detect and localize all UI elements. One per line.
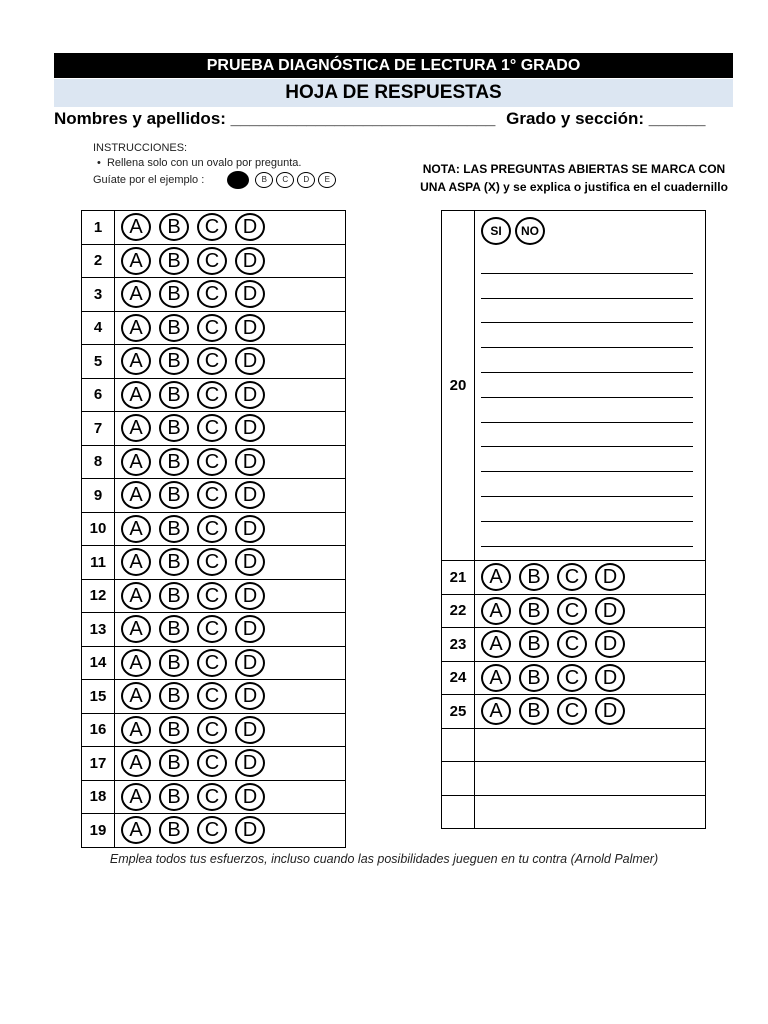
question-row (82, 378, 346, 412)
question-number: 2 (82, 244, 115, 278)
answer-bubble[interactable]: C (197, 548, 227, 576)
answer-bubble[interactable]: A (121, 582, 151, 610)
answer-options (115, 747, 346, 781)
answer-bubble[interactable]: C (197, 816, 227, 844)
answer-bubble[interactable]: D (235, 582, 265, 610)
answer-bubble[interactable]: C (197, 314, 227, 342)
instructions-heading: INSTRUCCIONES: (93, 142, 188, 154)
sheet-title: PRUEBA DIAGNÓSTICA DE LECTURA 1° GRADO (54, 53, 733, 78)
writing-line[interactable] (481, 447, 693, 472)
answer-bubble[interactable]: A (121, 515, 151, 543)
answer-bubble[interactable]: C (197, 280, 227, 308)
example-bubble: D (297, 172, 315, 188)
answer-bubble[interactable]: A (121, 649, 151, 677)
open-answer-cell (475, 211, 706, 561)
answer-bubble[interactable]: A (121, 816, 151, 844)
answer-options (115, 445, 346, 479)
question-row (82, 546, 346, 580)
answer-options (115, 244, 346, 278)
answer-options (115, 814, 346, 848)
question-number: 8 (82, 445, 115, 479)
answer-bubble[interactable]: B (159, 481, 189, 509)
answer-options (115, 713, 346, 747)
writing-line[interactable] (481, 323, 693, 348)
answer-bubble[interactable]: C (197, 414, 227, 442)
question-number: 9 (82, 479, 115, 513)
answer-bubble[interactable]: A (121, 716, 151, 744)
answer-bubble[interactable]: C (197, 213, 227, 241)
example-bubble: C (276, 172, 294, 188)
writing-line[interactable] (481, 373, 693, 398)
question-row (82, 211, 346, 245)
empty-row (442, 728, 706, 762)
answer-bubble[interactable]: B (159, 582, 189, 610)
question-row (82, 512, 346, 546)
answer-bubble[interactable]: B (159, 783, 189, 811)
answer-options (475, 628, 706, 662)
answer-bubble[interactable]: C (197, 448, 227, 476)
question-number: 14 (82, 646, 115, 680)
question-number: 17 (82, 747, 115, 781)
question-number: 18 (82, 780, 115, 814)
question-row (442, 628, 706, 662)
question-row (82, 412, 346, 446)
answer-options (115, 345, 346, 379)
answer-bubble[interactable]: A (121, 247, 151, 275)
question-row (82, 311, 346, 345)
answer-bubble[interactable]: C (197, 783, 227, 811)
answer-bubble[interactable]: C (197, 749, 227, 777)
answer-bubble[interactable]: B (159, 414, 189, 442)
answer-options (115, 412, 346, 446)
writing-line[interactable] (481, 497, 693, 522)
answer-bubble[interactable]: A (121, 280, 151, 308)
question-number: 13 (82, 613, 115, 647)
answer-bubble[interactable]: B (159, 615, 189, 643)
open-question-row (442, 211, 706, 561)
answer-bubble[interactable]: B (159, 548, 189, 576)
question-number: 23 (442, 628, 475, 662)
answer-bubble[interactable]: D (235, 448, 265, 476)
question-row (82, 244, 346, 278)
answer-bubble[interactable]: D (595, 630, 625, 658)
answer-options (115, 512, 346, 546)
question-number: 19 (82, 814, 115, 848)
empty-cell (442, 762, 475, 796)
note-open-questions (414, 160, 734, 196)
question-number: 12 (82, 579, 115, 613)
question-row (82, 713, 346, 747)
empty-cell (442, 728, 475, 762)
writing-line[interactable] (481, 522, 693, 547)
question-number: 22 (442, 594, 475, 628)
answer-bubble[interactable]: C (557, 563, 587, 591)
empty-cell (475, 795, 706, 829)
answer-bubble[interactable]: D (235, 414, 265, 442)
question-number: 1 (82, 211, 115, 245)
answer-bubble[interactable]: D (235, 548, 265, 576)
question-row (82, 646, 346, 680)
question-number: 24 (442, 661, 475, 695)
answer-bubble[interactable]: D (235, 649, 265, 677)
answer-table-left (81, 210, 346, 848)
answer-bubble[interactable]: C (197, 347, 227, 375)
grade-field-label: Grado y sección: ______ (506, 109, 706, 128)
answer-bubble[interactable]: D (235, 783, 265, 811)
answer-options (115, 479, 346, 513)
answer-bubble[interactable]: C (557, 597, 587, 625)
answer-bubble[interactable]: C (197, 615, 227, 643)
question-row (82, 780, 346, 814)
question-number: 3 (82, 278, 115, 312)
answer-bubble[interactable]: D (235, 749, 265, 777)
writing-lines[interactable] (481, 249, 695, 547)
question-number: 16 (82, 713, 115, 747)
question-number: 21 (442, 561, 475, 595)
answer-bubble[interactable]: A (481, 597, 511, 625)
answer-bubble[interactable]: A (121, 347, 151, 375)
answer-bubble[interactable]: B (159, 682, 189, 710)
example-filled-bubble (227, 171, 249, 189)
question-number: 20 (442, 211, 475, 561)
answer-options (115, 278, 346, 312)
answer-options (475, 561, 706, 595)
writing-line[interactable] (481, 398, 693, 423)
answer-bubble[interactable]: A (481, 697, 511, 725)
answer-bubble[interactable]: A (121, 314, 151, 342)
answer-bubble[interactable]: D (235, 682, 265, 710)
answer-bubble[interactable]: A (121, 481, 151, 509)
answer-options (115, 211, 346, 245)
answer-bubble[interactable]: D (235, 816, 265, 844)
answer-bubble[interactable]: A (121, 448, 151, 476)
answer-bubble[interactable]: C (197, 649, 227, 677)
example-row (93, 171, 336, 189)
answer-bubble[interactable]: A (121, 548, 151, 576)
answer-bubble[interactable]: A (121, 213, 151, 241)
answer-bubble[interactable]: B (519, 664, 549, 692)
answer-bubble[interactable]: B (159, 314, 189, 342)
answer-options (115, 613, 346, 647)
answer-bubble[interactable]: A (121, 381, 151, 409)
empty-cell (475, 762, 706, 796)
answer-bubble[interactable]: C (557, 664, 587, 692)
question-row (442, 661, 706, 695)
answer-options (115, 780, 346, 814)
question-row (82, 345, 346, 379)
answer-bubble[interactable]: B (159, 749, 189, 777)
question-row (82, 814, 346, 848)
question-row (82, 445, 346, 479)
question-row (82, 278, 346, 312)
answer-bubble[interactable]: B (519, 597, 549, 625)
question-number: 15 (82, 680, 115, 714)
answer-options (475, 661, 706, 695)
question-number: 25 (442, 695, 475, 729)
answer-bubble[interactable]: D (235, 615, 265, 643)
answer-bubble[interactable]: C (197, 481, 227, 509)
answer-bubble[interactable]: D (235, 716, 265, 744)
answer-bubble[interactable]: B (159, 347, 189, 375)
answer-bubble[interactable]: B (159, 515, 189, 543)
answer-bubble[interactable]: B (159, 716, 189, 744)
answer-bubble[interactable]: C (197, 682, 227, 710)
answer-bubble[interactable]: A (481, 664, 511, 692)
writing-line[interactable] (481, 274, 693, 299)
answer-bubble[interactable]: C (557, 630, 587, 658)
answer-bubble[interactable]: A (481, 630, 511, 658)
question-number: 10 (82, 512, 115, 546)
yes-no-options (481, 217, 695, 245)
answer-options (115, 378, 346, 412)
question-number: 6 (82, 378, 115, 412)
question-number: 11 (82, 546, 115, 580)
answer-bubble[interactable]: B (159, 247, 189, 275)
answer-options (475, 695, 706, 729)
empty-row (442, 762, 706, 796)
answer-bubble[interactable]: D (235, 247, 265, 275)
question-number: 5 (82, 345, 115, 379)
instructions-bullet-text: Rellena solo con un ovalo por pregunta. (106, 157, 302, 169)
name-field-label: Nombres y apellidos: ____________________________ (54, 109, 496, 128)
empty-cell (442, 795, 475, 829)
answer-bubble[interactable]: D (595, 563, 625, 591)
answer-options (115, 546, 346, 580)
answer-bubble[interactable]: C (197, 716, 227, 744)
question-row (442, 695, 706, 729)
answer-bubble[interactable]: D (235, 280, 265, 308)
answer-bubble[interactable]: C (197, 247, 227, 275)
answer-options (475, 594, 706, 628)
answer-options (115, 680, 346, 714)
writing-line[interactable] (481, 249, 693, 274)
answer-bubble[interactable]: D (235, 381, 265, 409)
question-row (82, 479, 346, 513)
answer-bubble[interactable]: A (121, 682, 151, 710)
question-row (82, 747, 346, 781)
question-row (82, 680, 346, 714)
answer-bubble[interactable]: B (159, 213, 189, 241)
question-number: 7 (82, 412, 115, 446)
answer-bubble[interactable]: D (595, 664, 625, 692)
empty-row (442, 795, 706, 829)
yes-bubble[interactable]: SI (481, 217, 511, 245)
answer-bubble[interactable]: D (595, 697, 625, 725)
answer-bubble[interactable]: B (159, 816, 189, 844)
empty-cell (475, 728, 706, 762)
no-bubble[interactable]: NO (515, 217, 545, 245)
sheet-subtitle: HOJA DE RESPUESTAS (54, 79, 733, 107)
answer-bubble[interactable]: D (235, 314, 265, 342)
answer-bubble[interactable]: C (197, 381, 227, 409)
answer-bubble[interactable]: D (235, 515, 265, 543)
answer-bubble[interactable]: B (519, 697, 549, 725)
footer-quote: Emplea todos tus esfuerzos, incluso cuando las posibilidades jueguen en tu contra (Arnold Palmer) (109, 852, 659, 866)
answer-options (115, 646, 346, 680)
student-info-line (54, 109, 744, 129)
question-row (82, 613, 346, 647)
answer-bubble[interactable]: B (519, 630, 549, 658)
example-label: Guíate por el ejemplo : (93, 173, 205, 186)
question-number: 4 (82, 311, 115, 345)
answer-options (115, 311, 346, 345)
note-line: NOTA: LAS PREGUNTAS ABIERTAS SE MARCA CON (422, 162, 726, 176)
answer-bubble[interactable]: A (121, 749, 151, 777)
answer-bubble[interactable]: A (121, 783, 151, 811)
writing-line[interactable] (481, 423, 693, 448)
answer-bubble[interactable]: B (159, 448, 189, 476)
example-bubble: B (255, 172, 273, 188)
answer-bubble[interactable]: A (481, 563, 511, 591)
question-row (442, 594, 706, 628)
writing-line[interactable] (481, 299, 693, 324)
answer-bubble[interactable]: C (197, 582, 227, 610)
answer-bubble[interactable]: D (235, 213, 265, 241)
answer-bubble[interactable]: D (235, 481, 265, 509)
answer-bubble[interactable]: B (159, 381, 189, 409)
answer-bubble[interactable]: A (121, 615, 151, 643)
instructions-block (93, 141, 336, 189)
answer-bubble[interactable]: C (557, 697, 587, 725)
example-bubble: E (318, 172, 336, 188)
answer-bubble[interactable]: A (121, 414, 151, 442)
writing-line[interactable] (481, 472, 693, 497)
answer-bubble[interactable]: B (519, 563, 549, 591)
answer-bubble[interactable]: D (235, 347, 265, 375)
note-line: UNA ASPA (X) y se explica o justifica en el cuadernillo (420, 180, 728, 194)
question-row (442, 561, 706, 595)
answer-bubble[interactable]: D (595, 597, 625, 625)
question-row (82, 579, 346, 613)
answer-bubble[interactable]: B (159, 649, 189, 677)
answer-bubble[interactable]: C (197, 515, 227, 543)
instructions-bullet: • Rellena solo con un ovalo por pregunta. (97, 157, 302, 169)
answer-table-right (441, 210, 706, 829)
answer-options (115, 579, 346, 613)
answer-bubble[interactable]: B (159, 280, 189, 308)
writing-line[interactable] (481, 348, 693, 373)
